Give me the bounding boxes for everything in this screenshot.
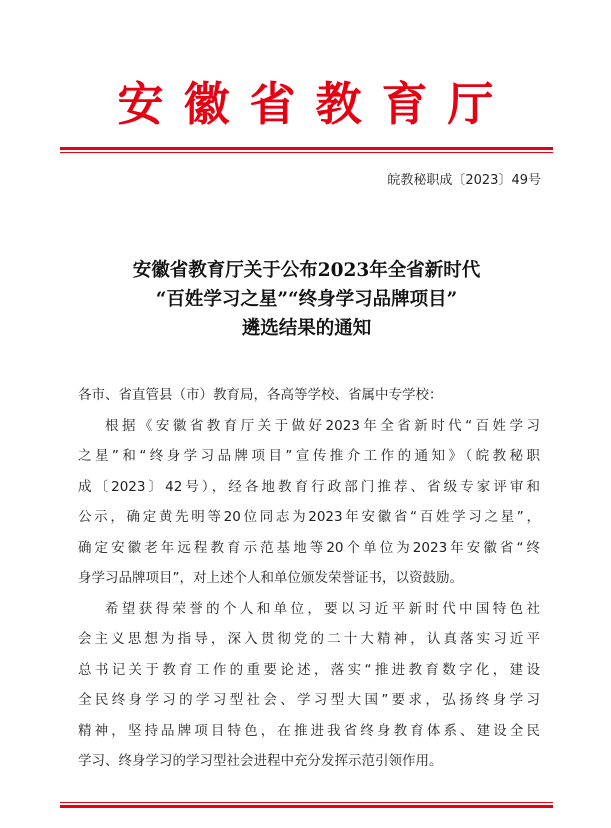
paragraph-1-line: 确定安徽老年远程教育示范基地等20个单位为2023年安徽省“终 (78, 539, 540, 556)
letterhead-rule-thin (60, 152, 553, 153)
paragraph-1-line: 根据《安徽省教育厅关于做好2023年全省新时代“百姓学习 (105, 417, 540, 434)
document-title (60, 256, 553, 343)
title-line: 遴选结果的通知 (241, 318, 372, 339)
footer-rule-thin (60, 802, 553, 803)
paragraph-2-line: 总书记关于教育工作的重要论述，落实“推进教育数字化，建设 (78, 661, 540, 678)
title-line: 安徽省教育厅关于公布2023年全省新时代 (132, 260, 481, 281)
paragraph-2-line: 会主义思想为指导，深入贯彻党的二十大精神，认真落实习近平 (78, 631, 540, 647)
paragraph-1-line: 之星”和“终身学习品牌项目”宣传推介工作的通知》（皖教秘职 (78, 448, 540, 464)
footer-rule-thick (60, 805, 553, 808)
letterhead-title: 安徽省教育厅 (117, 77, 514, 131)
salutation: 各市、省直管县（市）教育局，各高等学校、省属中专学校： (78, 387, 443, 403)
letterhead-rule-thick (60, 147, 553, 150)
paragraph-2-line: 精神，坚持品牌项目特色，在推进我省终身教育体系、建设全民 (78, 722, 540, 739)
paragraph-2-line: 全民终身学习的学习型社会、学习型大国”要求，弘扬终身学习 (78, 692, 540, 708)
paragraph-2-line: 希望获得荣誉的个人和单位，要以习近平新时代中国特色社 (105, 600, 540, 617)
paragraph-2-line: 学习、终身学习的学习型社会进程中充分发挥示范引领作用。 (78, 753, 443, 769)
paragraph-1-line: 公示，确定黄先明等20位同志为2023年安徽省“百姓学习之星”， (78, 509, 540, 525)
paragraph-1-line: 成〔2023〕42号），经各地教育行政部门推荐、省级专家评审和 (78, 478, 540, 495)
document-number: 皖教秘职成〔2023〕49号 (387, 173, 541, 188)
document-body (78, 380, 540, 777)
paragraph-1-line: 身学习品牌项目”，对上述个人和单位颁发荣誉证书，以资鼓励。 (78, 570, 463, 586)
title-line: “百姓学习之星”“终身学习品牌项目” (155, 289, 458, 310)
